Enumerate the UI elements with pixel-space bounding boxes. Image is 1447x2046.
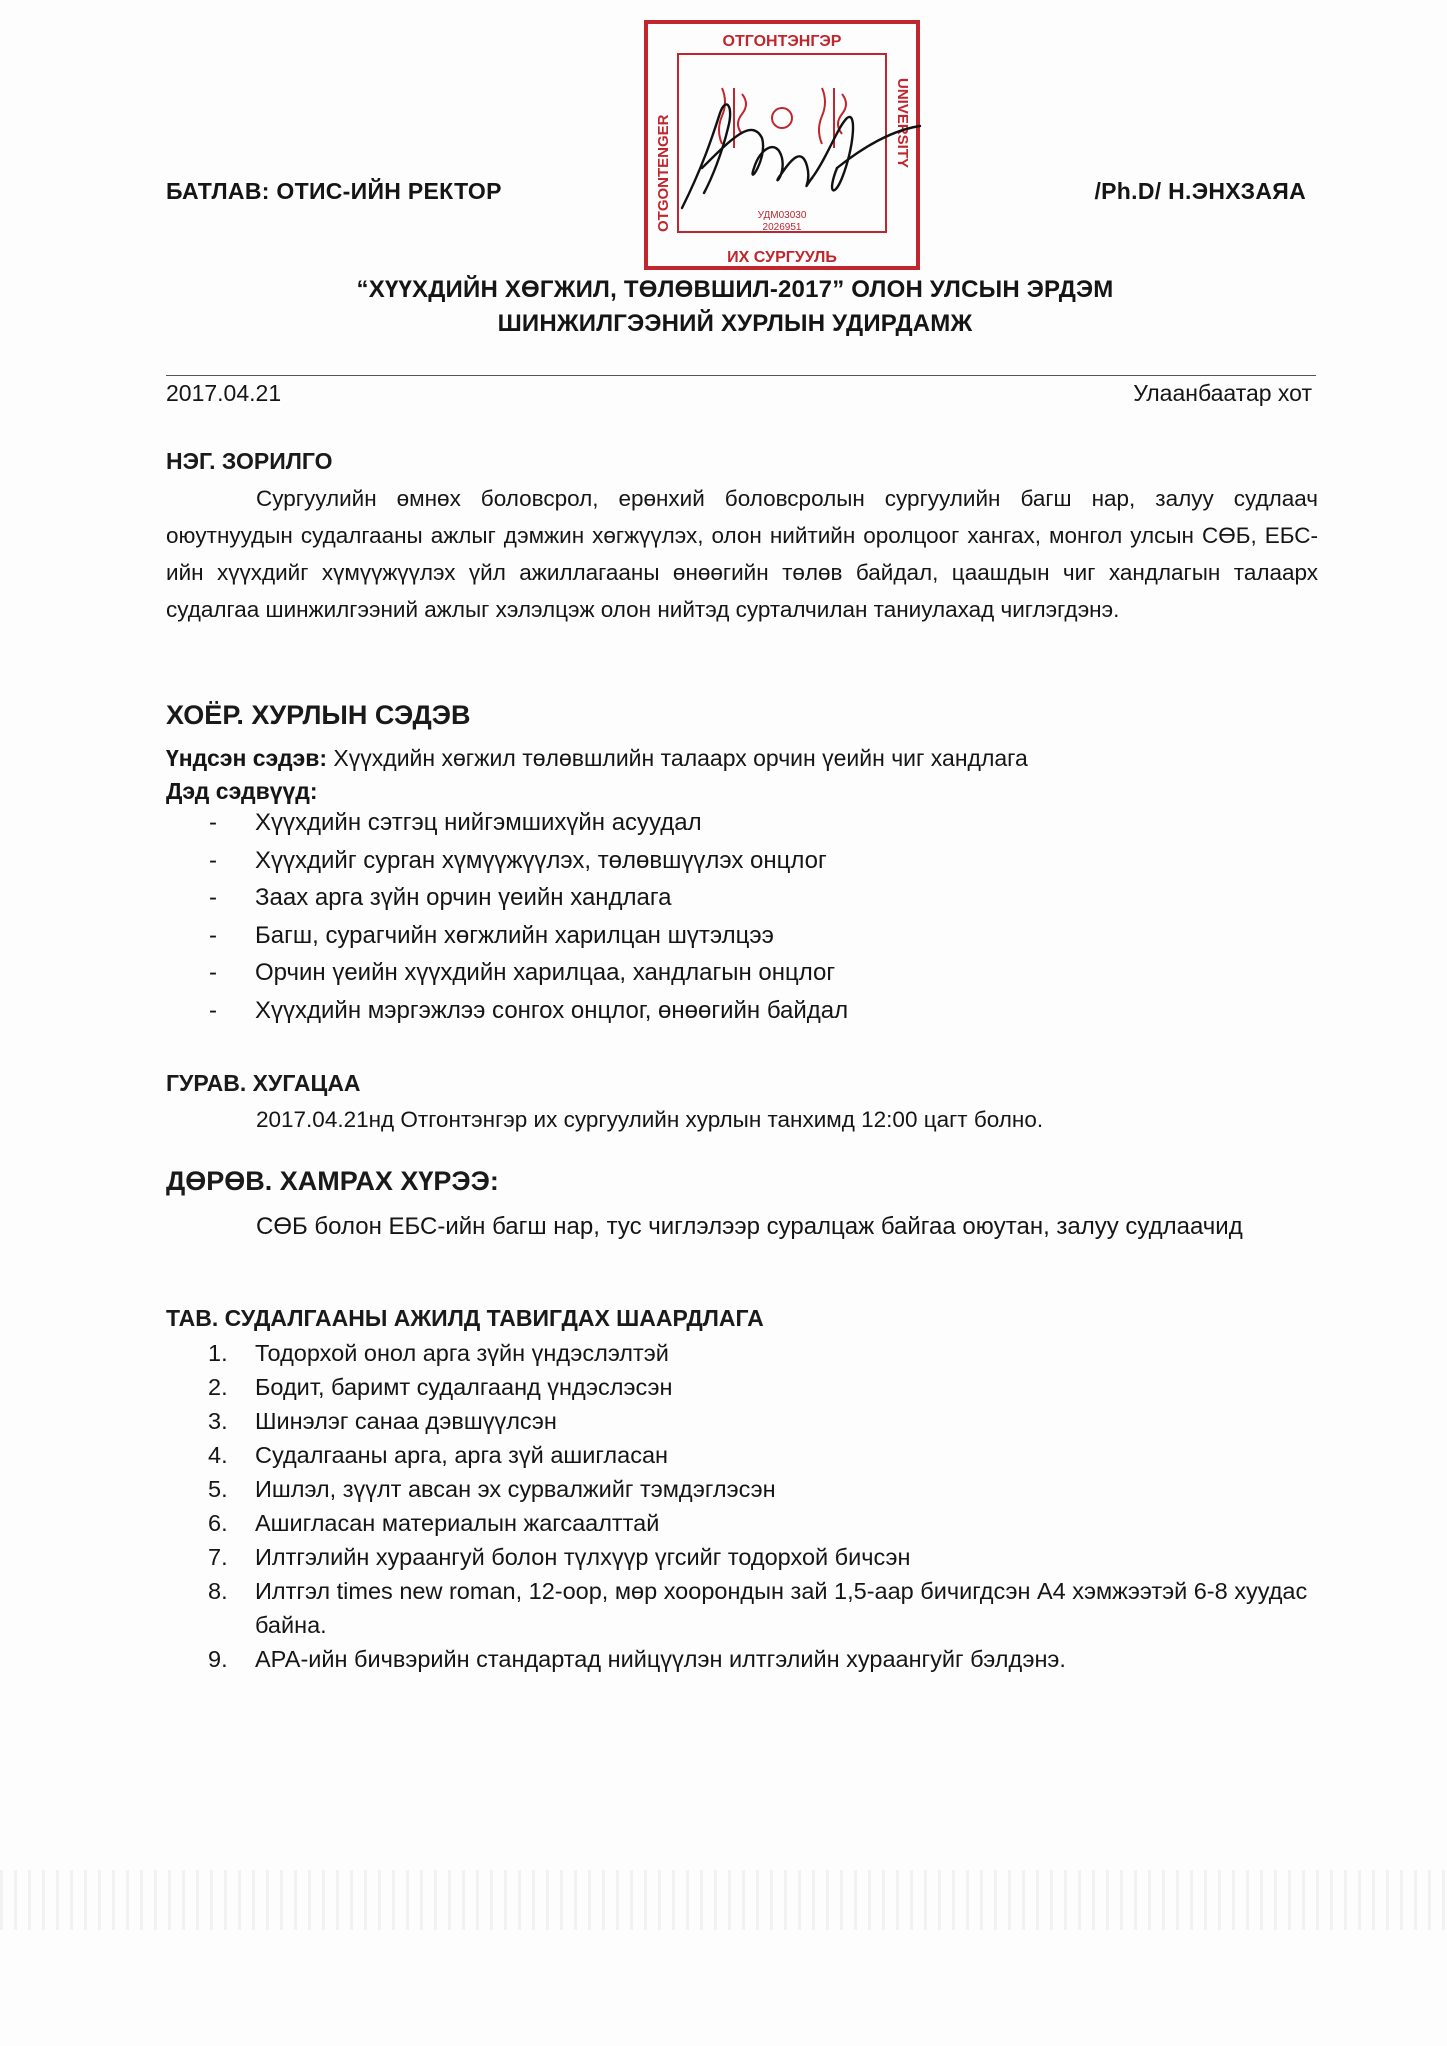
title-line-2: ШИНЖИЛГЭЭНИЙ ХУРЛЫН УДИРДАМЖ (497, 310, 973, 337)
list-item: 7. Илтгэлийн хураангуй болон түлхүүр үгсийг тодорхой бичсэн (208, 1544, 911, 1570)
section-4-text: СӨБ болон ЕБС-ийн багш нар, тус чиглэлээр суралцаж байгаа оюутан, залуу судлаачид (256, 1213, 1243, 1240)
list-item: 9. АРА-ийн бичвэрийн стандартад нийцүүлэн илтгэлийн хураангуйг бэлдэнэ. (208, 1646, 1066, 1672)
requirements-list (205, 1336, 1355, 1676)
main-topic-text: Хүүхдийн хөгжил төлөвшлийн талаарх орчин үеийн чиг хандлага (327, 745, 1028, 771)
section-4-body (166, 1208, 1318, 1245)
section-3-heading: ГУРАВ. ХУГАЦАА (166, 1070, 361, 1096)
stamp-left-text: OTGONTENGER (655, 114, 672, 232)
document-title (200, 273, 1270, 341)
list-item: - Заах арга зүйн орчин үеийн хандлага (205, 884, 848, 922)
list-item: 2. Бодит, баримт судалгаанд үндэслэсэн (208, 1374, 673, 1400)
section-2-heading: ХОЁР. ХУРЛЫН СЭДЭВ (166, 700, 471, 730)
stamp-bottom-text: ИХ СУРГУУЛЬ (727, 249, 837, 266)
list-item: 1. Тодорхой онол арга зүйн үндэслэлтэй (208, 1340, 669, 1366)
list-item: 8. Илтгэл times new roman, 12-оор, мөр хоорондын зай 1,5-аар бичигдсэн А4 хэмжээтэй 6-8 хуудас байна. (208, 1578, 1308, 1638)
list-item: - Хүүхдийн сэтгэц нийгэмшихүйн асуудал (205, 809, 848, 847)
section-1-heading: НЭГ. ЗОРИЛГО (166, 448, 333, 474)
stamp-right-text: UNIVERSITY (894, 78, 911, 169)
list-item: - Хүүхдийн мэргэжлээ сонгох онцлог, өнөөгийн байдал (205, 997, 848, 1035)
list-item: 6. Ашигласан материалын жагсаалттай (208, 1510, 660, 1536)
stamp-reg-1: УДМ03030 (757, 210, 807, 221)
approval-line (166, 178, 1306, 218)
list-item: - Хүүхдийг сурган хүмүүжүүлэх, төлөвшүүлэх онцлог (205, 847, 848, 885)
title-line-1: “ХҮҮХДИЙН ХӨГЖИЛ, ТӨЛӨВШИЛ-2017” ОЛОН УЛСЫН ЭРДЭМ (356, 276, 1114, 303)
scan-artifact (0, 1870, 1447, 1930)
stamp-top-text: ОТГОНТЭНГЭР (722, 33, 842, 50)
subtopics-list (205, 809, 848, 1034)
list-item: 4. Судалгааны арга, арга зүй ашигласан (208, 1442, 669, 1468)
main-topic-label: Үндсэн сэдэв: (166, 745, 328, 771)
section-4-heading: ДӨРӨВ. ХАМРАХ ХҮРЭЭ: (166, 1166, 499, 1196)
main-topic (166, 745, 1028, 772)
section-1-body (166, 480, 1318, 628)
section-5-heading: ТАВ. СУДАЛГААНЫ АЖИЛД ТАВИГДАХ ШААРДЛАГА (166, 1305, 764, 1331)
list-item: 5. Ишлэл, зүүлт авсан эх сурвалжийг тэмдэглэсэн (208, 1476, 776, 1502)
list-item: - Багш, сурагчийн хөгжлийн харилцан шүтэлцээ (205, 922, 848, 960)
list-item: - Орчин үеийн хүүхдийн харилцаа, хандлагын онцлог (205, 959, 848, 997)
section-1-text: Сургуулийн өмнөх боловсрол, ерөнхий боловсролын сургуулийн багш нар, залуу судлаач оюутнуудын судалгааны ажлыг дэмжин хөгжүүлэх, олон нийтийн оролцоог хангах, монгол улсын СӨБ, ЕБС-ийн хүүхдийг хүмүүжүүлэх үйл ажиллагааны өнөөгийн төлөв байдал, цаашдын чиг хандлагын талаарх судалгаа шинжилгээний ажлыг хэлэлцэж олон нийтэд сурталчилан таниулахад чиглэгдэнэ. (166, 486, 1318, 622)
approval-label: БАТЛАВ: ОТИС-ИЙН РЕКТОР (166, 178, 502, 204)
university-stamp (642, 18, 922, 272)
document-date: 2017.04.21 (166, 380, 282, 406)
title-divider (166, 375, 1316, 376)
rector-name: /Ph.D/ Н.ЭНХЗАЯА (1094, 178, 1306, 204)
stamp-reg-2: 2026951 (762, 222, 802, 233)
list-item: 3. Шинэлэг санаа дэвшүүлсэн (208, 1408, 557, 1434)
subtopics-label: Дэд сэдвүүд: (166, 778, 318, 804)
document-place: Улаанбаатар хот (1133, 380, 1312, 406)
section-3-text: 2017.04.21нд Отгонтэнгэр их сургуулийн хурлын танхимд 12:00 цагт болно. (256, 1107, 1044, 1132)
